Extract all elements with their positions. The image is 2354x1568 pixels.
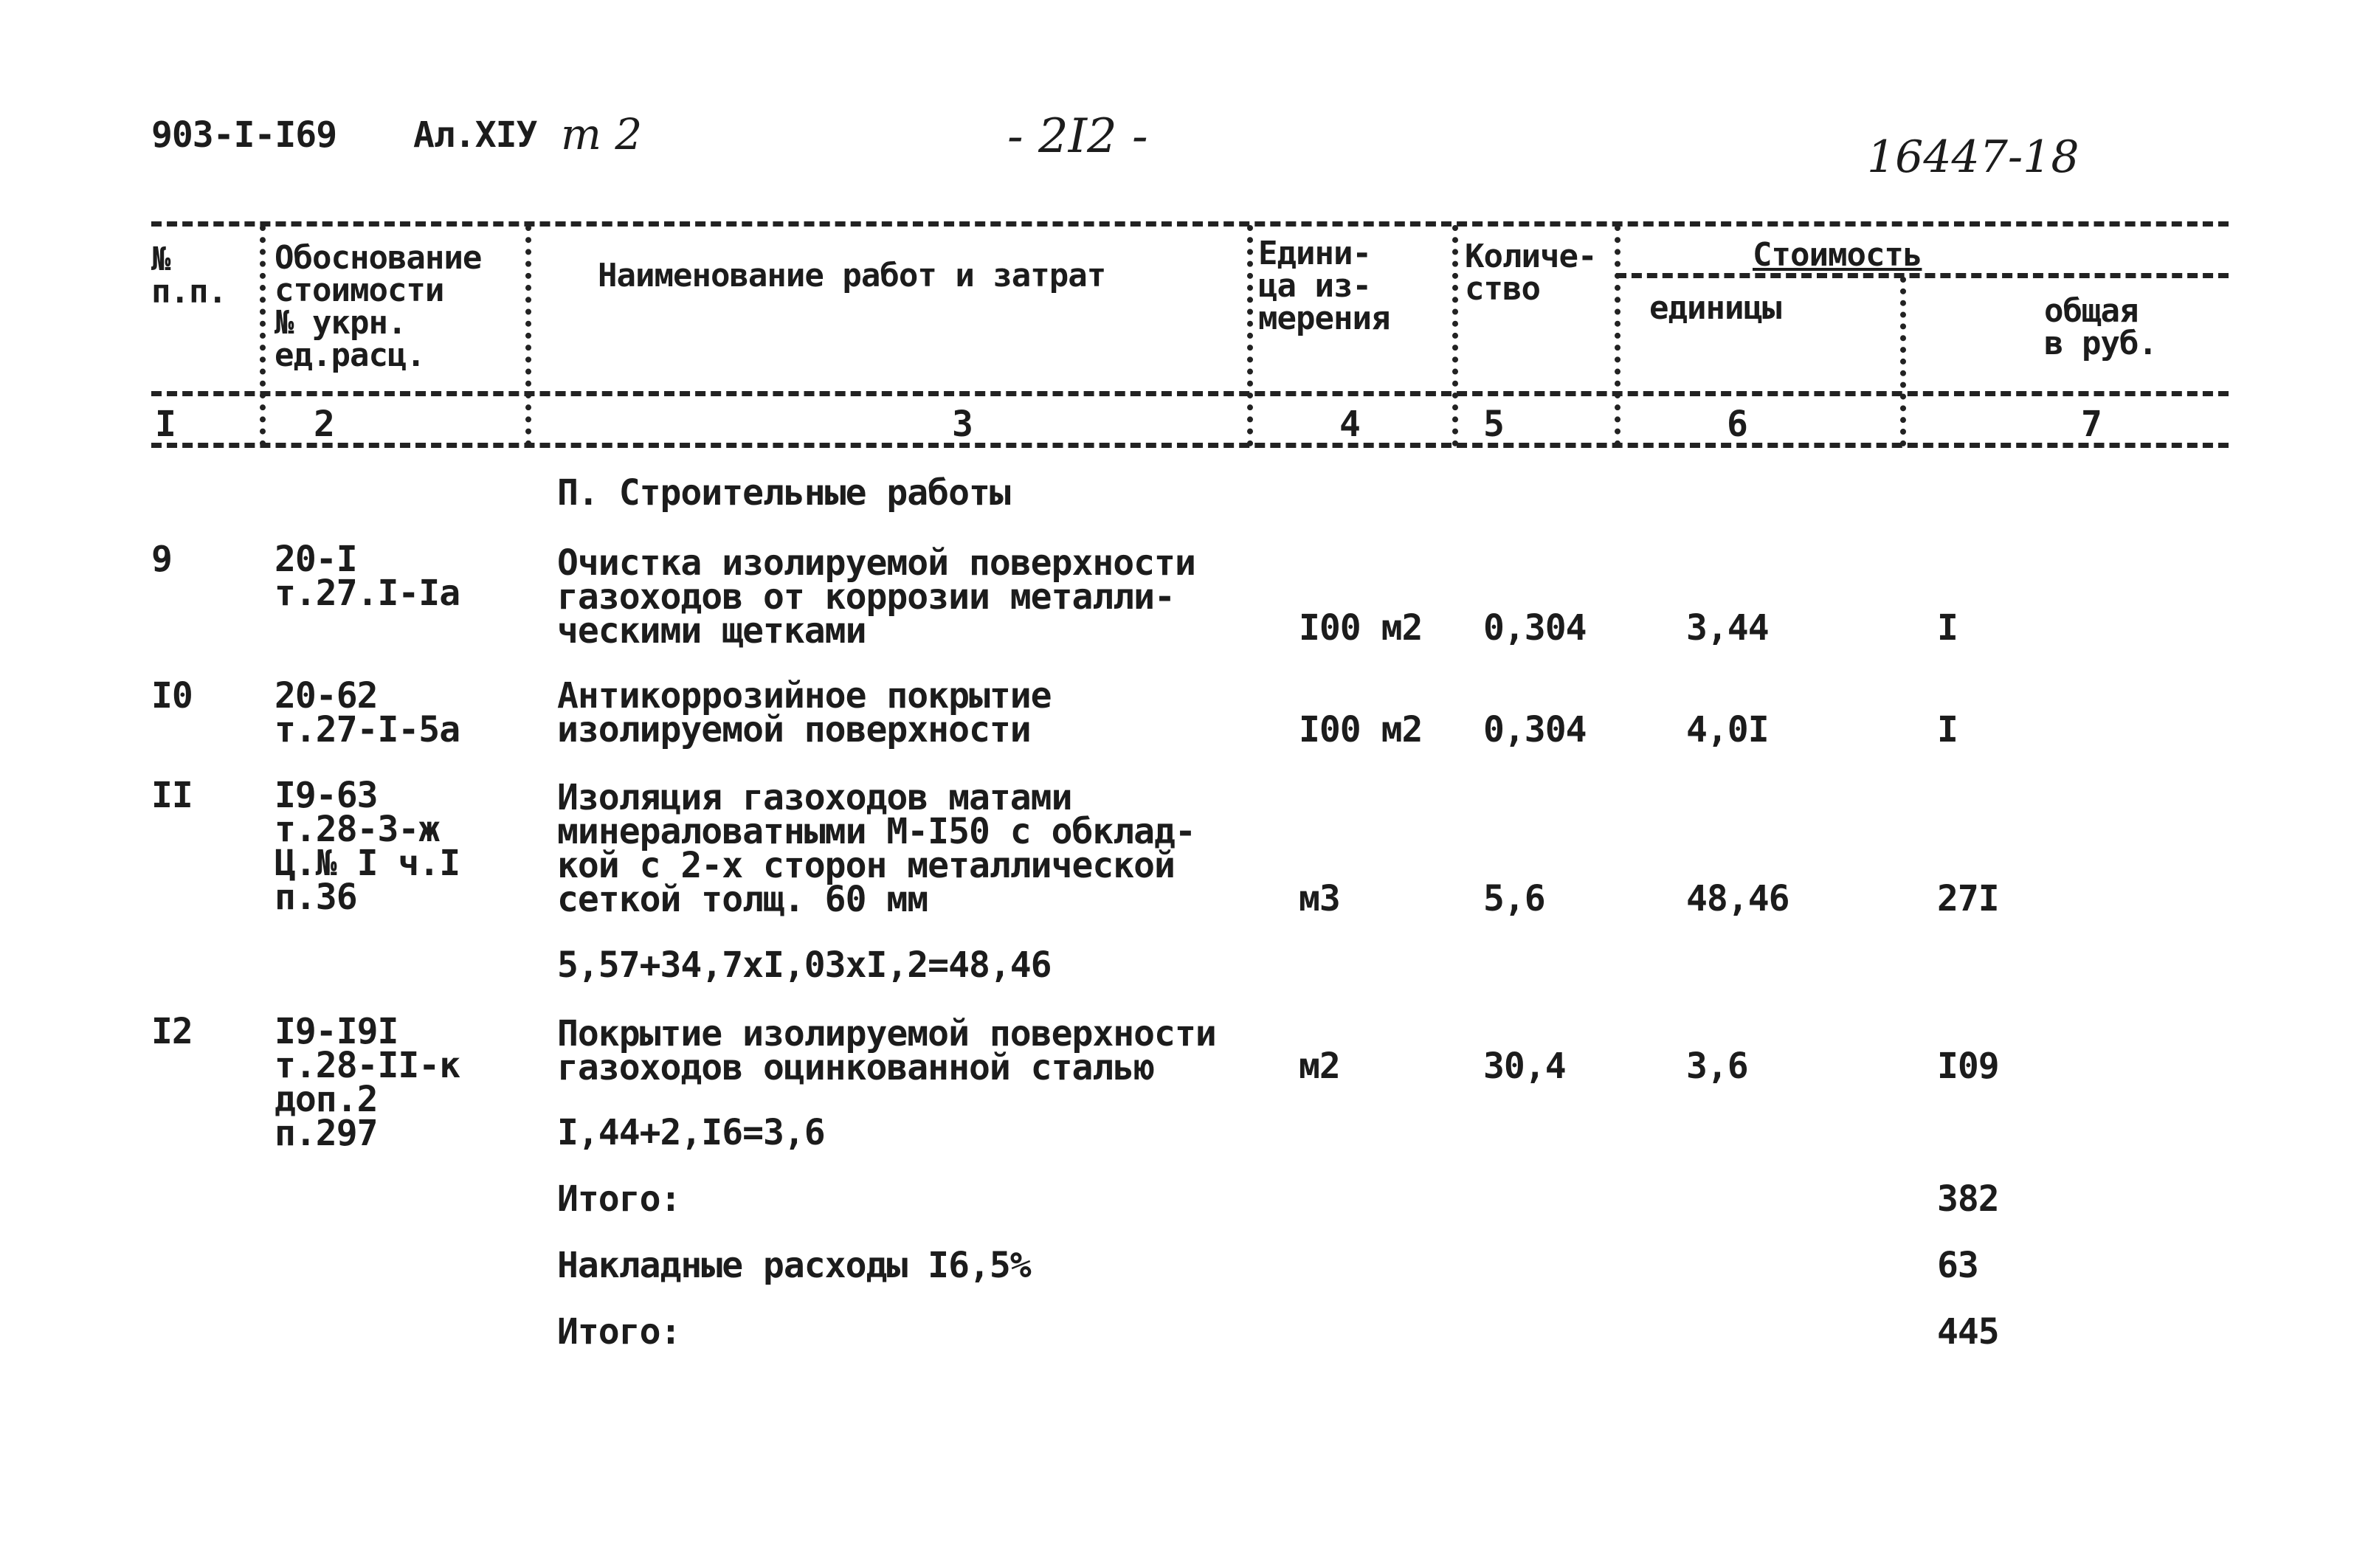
row-basis: I9-63 т.28-3-ж Ц.№ I ч.I п.36	[275, 775, 460, 918]
column-separator	[260, 225, 266, 446]
row-work-name: Антикоррозийное покрытие изолируемой поверхности	[557, 675, 1052, 750]
column-number: 6	[1727, 404, 1747, 445]
row-basis: 20-62 т.27-I-5а	[275, 675, 460, 750]
column-separator	[1247, 225, 1253, 446]
column-number: 5	[1483, 404, 1504, 445]
column-number: 7	[2081, 404, 2102, 445]
summary-label: Итого:	[557, 1311, 681, 1353]
column-number: I	[155, 404, 176, 445]
row-basis: 20-I т.27.I-Iа	[275, 539, 460, 614]
column-separator	[525, 225, 531, 446]
cost-group-rule	[1616, 273, 2229, 278]
row-quantity: 0,304	[1483, 709, 1587, 750]
column-numbers-rule	[151, 443, 2229, 448]
row-number: II	[151, 775, 193, 816]
header-basis: Обоснование стоимости № укрн. ед.расц.	[275, 239, 482, 374]
album-number: Ал.XIУ	[413, 114, 537, 156]
row-unit: I00 м2	[1299, 607, 1423, 649]
column-separator	[1452, 225, 1458, 446]
header-total-cost: общая в руб.	[2044, 292, 2157, 362]
row-number: I2	[151, 1011, 193, 1052]
handwritten-note: т 2	[561, 109, 643, 159]
row-unit-cost: 3,6	[1686, 1046, 1748, 1087]
summary-label: Накладные расходы I6,5%	[557, 1245, 1031, 1286]
row-work-name: Очистка изолируемой поверхности газоходов от коррозии металли- ческими щетками	[557, 542, 1195, 652]
table-top-rule	[151, 221, 2229, 227]
row-unit-cost: 48,46	[1686, 878, 1789, 919]
row-quantity: 0,304	[1483, 607, 1587, 649]
row-unit-cost: 3,44	[1686, 607, 1769, 649]
row-calculation: 5,57+34,7хI,03хI,2=48,46	[557, 944, 1052, 986]
header-row-number: № п.п.	[151, 241, 227, 311]
header-bottom-rule	[151, 391, 2229, 396]
row-number: 9	[151, 539, 172, 580]
header-unit: Едини- ца из- мерения	[1258, 235, 1390, 337]
row-total: I09	[1937, 1046, 1999, 1087]
section-title: П. Строительные работы	[557, 472, 1010, 514]
column-number: 2	[314, 404, 334, 445]
row-unit: I00 м2	[1299, 709, 1423, 750]
column-number: 4	[1339, 404, 1360, 445]
row-unit: м2	[1299, 1046, 1340, 1087]
row-basis: I9-I9I т.28-II-к доп.2 п.297	[275, 1011, 460, 1154]
header-cost-group: Стоимость	[1753, 236, 1922, 274]
row-total: 27I	[1937, 878, 1999, 919]
row-total: I	[1937, 709, 1958, 750]
row-work-name: Изоляция газоходов матами минераловатными М-I50 с обклад- кой с 2-х сторон металлической сеткой толщ. 60 мм	[557, 777, 1195, 920]
row-unit-cost: 4,0I	[1686, 709, 1769, 750]
summary-value: 445	[1937, 1311, 1999, 1353]
header-quantity: Количе- ство	[1465, 238, 1597, 308]
column-separator	[1615, 225, 1620, 446]
row-work-name: Покрытие изолируемой поверхности газоходов оцинкованной сталью	[557, 1013, 1216, 1088]
summary-value: 382	[1937, 1178, 1999, 1220]
inventory-number: 16447-18	[1867, 131, 2079, 183]
row-unit: м3	[1299, 878, 1340, 919]
header-unit-cost: единицы	[1649, 289, 1781, 327]
header-work-name: Наименование работ и затрат	[598, 257, 1106, 294]
page-number: - 2I2 -	[1007, 109, 1148, 164]
row-quantity: 5,6	[1483, 878, 1545, 919]
summary-value: 63	[1937, 1245, 1978, 1286]
summary-label: Итого:	[557, 1178, 681, 1220]
row-calculation: I,44+2,I6=3,6	[557, 1112, 825, 1153]
row-quantity: 30,4	[1483, 1046, 1566, 1087]
column-separator	[1900, 277, 1906, 446]
document-code: 903-I-I69	[151, 114, 337, 156]
column-number: 3	[952, 404, 973, 445]
row-number: I0	[151, 675, 193, 716]
row-total: I	[1937, 607, 1958, 649]
